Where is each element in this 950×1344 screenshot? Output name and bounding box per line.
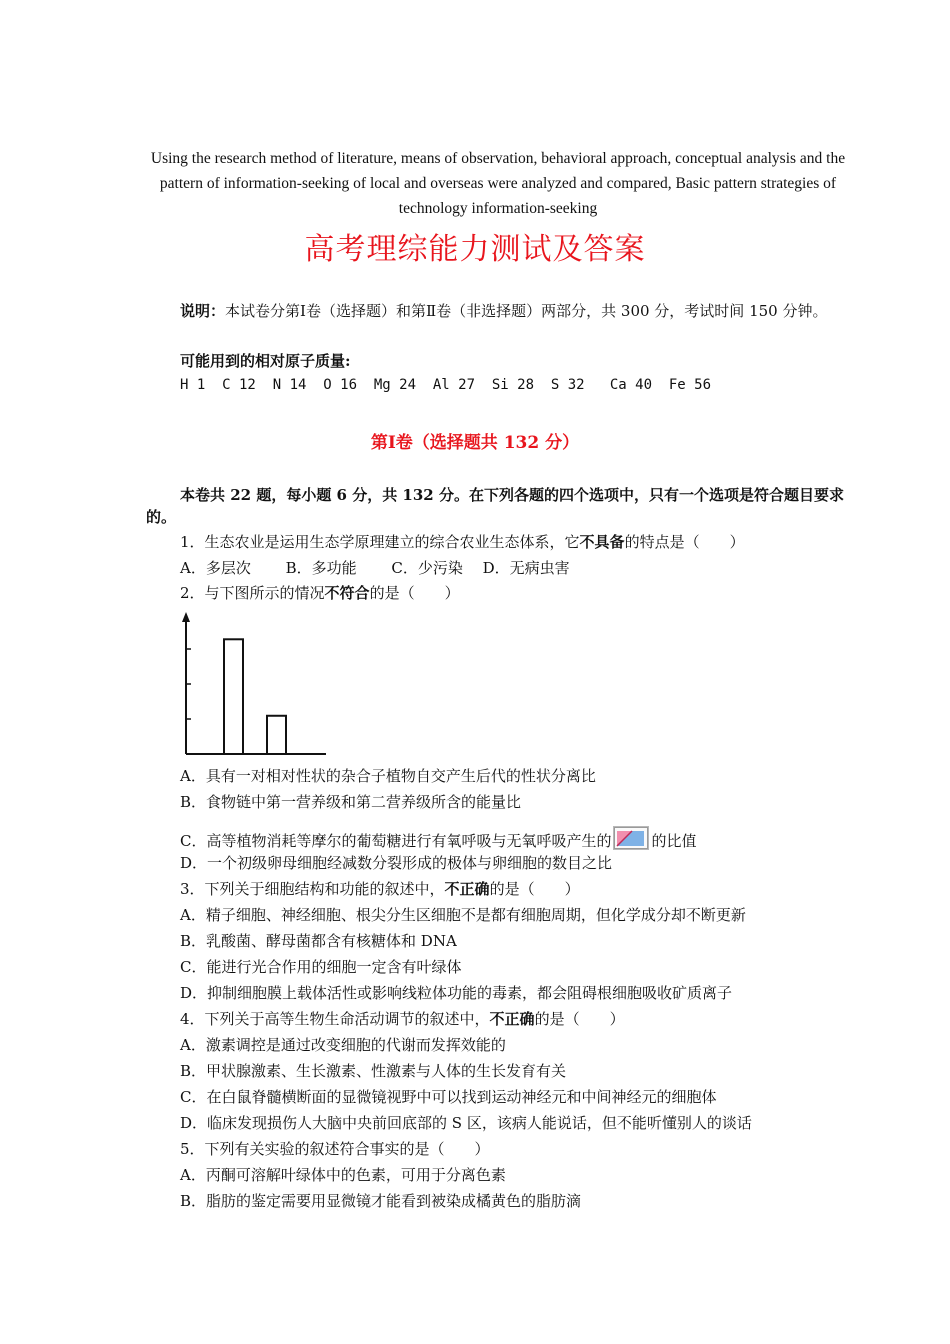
question-5-stem: 5．下列有关实验的叙述符合事实的是（ ）	[180, 1140, 490, 1158]
question-3-stem: 3．下列关于细胞结构和功能的叙述中，不正确的是（ ）	[180, 880, 580, 898]
chart-axes	[182, 612, 326, 754]
question-4-stem: 4．下列关于高等生物生命活动调节的叙述中，不正确的是（ ）	[180, 1010, 625, 1028]
question-3-option-d: D．抑制细胞膜上载体活性或影响线粒体功能的毒素，都会阻碍根细胞吸收矿质离子	[180, 984, 733, 1002]
y-axis-arrow	[182, 612, 190, 622]
question-4-option-a: A．激素调控是通过改变细胞的代谢而发挥效能的	[180, 1036, 506, 1054]
section-instruction: 本卷共 22 题，每小题 6 分，共 132 分。在下列各题的四个选项中，只有一个选项是符合题目要求的。	[146, 486, 844, 526]
intro-text: Using the research method of literature, means of observation, behavioral approach, conceptual analysis and the pattern of information-seeking of local and overseas were analyzed and compared, Basic pattern strategies of technology information-seeking	[150, 150, 846, 217]
question-2-option-a: A．具有一对相对性状的杂合子植物自交产生后代的性状分离比	[180, 767, 596, 785]
q2-emphasis: 不符合	[324, 584, 370, 602]
question-2-stem: 2．与下图所示的情况不符合的是（ ）	[180, 584, 460, 602]
q3-emphasis: 不正确	[444, 880, 490, 898]
question-1-options: A．多层次 B．多功能 C．少污染 D．无病虫害	[180, 559, 570, 577]
bar-2	[267, 716, 286, 754]
question-2-option-c: C．高等植物消耗等摩尔的葡萄糖进行有氧呼吸与无氧呼吸产生的 的比值	[180, 826, 697, 852]
q4-emphasis: 不正确	[489, 1010, 535, 1028]
bar-1	[224, 639, 243, 754]
question-2-option-b: B．食物链中第一营养级和第二营养级所含的能量比	[180, 793, 522, 811]
question-4-option-b: B．甲状腺激素、生长激素、性激素与人体的生长发育有关	[180, 1062, 567, 1080]
exam-notes	[146, 300, 858, 322]
notes-label: 说明：	[180, 302, 226, 320]
q1-emphasis: 不具备	[579, 533, 625, 551]
bar-chart	[170, 610, 330, 760]
broken-image-icon	[613, 826, 649, 850]
question-3-option-c: C．能进行光合作用的细胞一定含有叶绿体	[180, 958, 462, 976]
question-3-option-a: A．精子细胞、神经细胞、根尖分生区细胞不是都有细胞周期，但化学成分却不断更新	[180, 906, 746, 924]
question-1-stem: 1．生态农业是运用生态学原理建立的综合农业生态体系，它不具备的特点是（ ）	[180, 533, 745, 551]
question-4-option-c: C．在白鼠脊髓横断面的显微镜视野中可以找到运动神经元和中间神经元的细胞体	[180, 1088, 717, 1106]
atomic-masses: H 1 C 12 N 14 O 16 Mg 24 Al 27 Si 28 S 32 Ca 40 Fe 56	[180, 377, 712, 393]
question-5-option-b: B．脂肪的鉴定需要用显微镜才能看到被染成橘黄色的脂肪滴	[180, 1192, 582, 1210]
chart-bars	[224, 639, 286, 754]
atomic-label: 可能用到的相对原子质量:	[180, 352, 351, 370]
notes-text: 本试卷分第Ⅰ卷（选择题）和第Ⅱ卷（非选择题）两部分，共 300 分，考试时间 150 分钟。	[225, 302, 828, 320]
section-title: 第Ⅰ卷（选择题共 132 分）	[370, 433, 580, 453]
question-4-option-d: D．临床发现损伤人大脑中央前回底部的 S 区，该病人能说话，但不能听懂别人的谈话	[180, 1114, 752, 1132]
question-5-option-a: A．丙酮可溶解叶绿体中的色素，可用于分离色素	[180, 1166, 506, 1184]
page-title: 高考理综能力测试及答案	[304, 232, 646, 267]
question-3-option-b: B．乳酸菌、酵母菌都含有核糖体和 DNA	[180, 932, 457, 950]
question-2-option-d: D．一个初级卵母细胞经减数分裂形成的极体与卵细胞的数目之比	[180, 854, 613, 872]
